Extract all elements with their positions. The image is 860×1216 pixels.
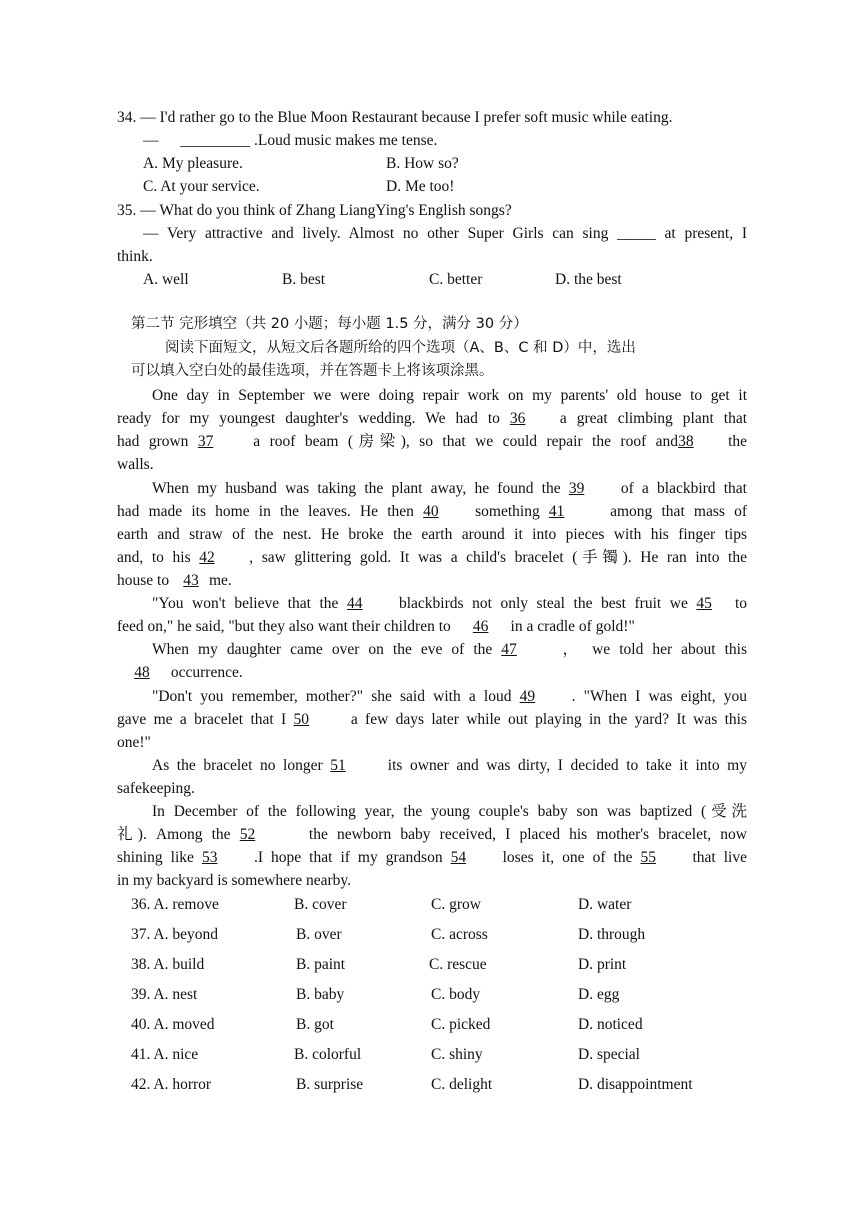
passage-p3-line1: "You won't believe that the 44 blackbirds not only steal the best fruit we 45 to bbox=[152, 592, 747, 615]
passage-p7-line3: shining like 53 .I hope that if my grandson 54 loses it, one of the 55 that live bbox=[117, 846, 747, 869]
blank-46: 46 bbox=[472, 618, 489, 635]
q34-reply-dash: — bbox=[143, 132, 159, 149]
q34-reply-blank: _________ bbox=[180, 132, 251, 149]
blank-49: 49 bbox=[519, 688, 536, 705]
section-instruction-line1: 阅读下面短文，从短文后各题所给的四个选项（A、B、C 和 D）中，选出 bbox=[165, 340, 636, 356]
q42-option-b: B. surprise bbox=[296, 1076, 364, 1093]
passage-p7-line4: in my backyard is somewhere nearby. bbox=[117, 872, 351, 889]
passage-p1-line4: walls. bbox=[117, 456, 154, 473]
passage-p1-line1: One day in September we were doing repair work on my parents' old house to get it bbox=[152, 387, 747, 404]
passage-p2-line3: earth and straw of the nest. He broke the earth around it into pieces with his finger tips bbox=[117, 526, 747, 543]
passage-p2-line4: and, to his 42 , saw glittering gold. It was a child's bracelet (手镯). He ran into the bbox=[117, 546, 747, 569]
q41-option-d: D. special bbox=[578, 1046, 640, 1063]
q42-option-a: 42. A. horror bbox=[131, 1076, 212, 1093]
q34-stem: 34. — I'd rather go to the Blue Moon Restaurant because I prefer soft music while eating. bbox=[117, 109, 673, 126]
q40-option-c: C. picked bbox=[431, 1016, 491, 1033]
blank-55: 55 bbox=[640, 849, 656, 866]
q35-option-d: D. the best bbox=[555, 271, 622, 288]
passage-p6-line1: As the bracelet no longer 51 its owner and was dirty, I decided to take it into my bbox=[152, 754, 747, 777]
q39-option-a: 39. A. nest bbox=[131, 986, 198, 1003]
q41-option-b: B. colorful bbox=[294, 1046, 362, 1063]
section-heading: 第二节 完形填空（共 20 小题；每小题 1.5 分，满分 30 分） bbox=[131, 316, 528, 332]
q38-option-a: 38. A. build bbox=[131, 956, 205, 973]
q35-option-c: C. better bbox=[429, 271, 483, 288]
passage-p1-line2: ready for my youngest daughter's wedding. We had to 36 a great climbing plant that bbox=[117, 407, 747, 430]
q36-option-a: 36. A. remove bbox=[131, 896, 219, 913]
passage-p6-line2: safekeeping. bbox=[117, 780, 195, 797]
passage-p4-line2: 48 occurrence. bbox=[117, 661, 747, 684]
blank-54: 54 bbox=[450, 849, 467, 866]
q42-option-c: C. delight bbox=[431, 1076, 493, 1093]
q39-option-b: B. baby bbox=[296, 986, 345, 1003]
blank-36: 36 bbox=[509, 410, 526, 427]
blank-52: 52 bbox=[239, 826, 256, 843]
blank-43: 43 bbox=[183, 572, 199, 589]
q37-option-a: 37. A. beyond bbox=[131, 926, 218, 943]
q35-option-b: B. best bbox=[282, 271, 326, 288]
blank-41: 41 bbox=[548, 503, 565, 520]
passage-p3-line2: feed on," he said, "but they also want their children to 46 in a cradle of gold!" bbox=[117, 615, 747, 638]
q38-option-d: D. print bbox=[578, 956, 627, 973]
q34-reply-text: .Loud music makes me tense. bbox=[250, 132, 438, 149]
q37-option-d: D. through bbox=[578, 926, 646, 943]
blank-48: 48 bbox=[134, 664, 150, 681]
q36-option-b: B. cover bbox=[294, 896, 347, 913]
passage-p4-line1: When my daughter came over on the eve of the 47 ， we told her about this bbox=[152, 638, 747, 661]
passage-p5-line2: gave me a bracelet that I 50 a few days later while out playing in the yard? It was this bbox=[117, 708, 747, 731]
blank-39: 39 bbox=[568, 480, 585, 497]
q37-option-c: C. across bbox=[431, 926, 488, 943]
q35-stem: 35. — What do you think of Zhang LiangYing's English songs? bbox=[117, 202, 512, 219]
blank-47: 47 bbox=[501, 641, 517, 658]
blank-40: 40 bbox=[423, 503, 439, 520]
passage-p2-line2: had made its home in the leaves. He then 40 something 41 among that mass of bbox=[117, 500, 747, 523]
q40-option-a: 40. A. moved bbox=[131, 1016, 215, 1033]
blank-44: 44 bbox=[346, 595, 363, 612]
q41-option-c: C. shiny bbox=[431, 1046, 483, 1063]
blank-53: 53 bbox=[201, 849, 218, 866]
blank-42: 42 bbox=[199, 549, 215, 566]
q38-option-b: B. paint bbox=[296, 956, 346, 973]
passage-p2-line1: When my husband was taking the plant away, he found the 39 of a blackbird that bbox=[152, 477, 747, 500]
passage-p2-line5: house to 43 me. bbox=[117, 569, 747, 592]
passage-p5-line1: "Don't you remember, mother?" she said with a loud 49 . "When I was eight, you bbox=[152, 685, 747, 708]
passage-p7-line2: 礼). Among the 52 the newborn baby received, I placed his mother's bracelet, now bbox=[117, 823, 747, 846]
q42-option-d: D. disappointment bbox=[578, 1076, 693, 1093]
passage-p1-line3: had grown 37 a roof beam (房梁), so that we could repair the roof and38 the bbox=[117, 430, 747, 453]
q34-option-b: B. How so? bbox=[386, 155, 459, 172]
q38-option-c: C. rescue bbox=[429, 956, 487, 973]
q34-option-d: D. Me too! bbox=[386, 178, 455, 195]
blank-45: 45 bbox=[696, 595, 712, 612]
q34-option-c: C. At your service. bbox=[143, 178, 260, 195]
blank-37: 37 bbox=[197, 433, 214, 450]
passage-p5-line3: one!" bbox=[117, 734, 151, 751]
q35-reply-line2: think. bbox=[117, 248, 153, 265]
q39-option-c: C. body bbox=[431, 986, 481, 1003]
q39-option-d: D. egg bbox=[578, 986, 620, 1003]
q40-option-d: D. noticed bbox=[578, 1016, 643, 1033]
blank-38: 38 bbox=[678, 433, 694, 450]
q34-reply bbox=[143, 129, 773, 152]
q40-option-b: B. got bbox=[296, 1016, 334, 1033]
q36-option-d: D. water bbox=[578, 896, 632, 913]
q34-option-a: A. My pleasure. bbox=[143, 155, 243, 172]
q35-option-a: A. well bbox=[143, 271, 189, 288]
q37-option-b: B. over bbox=[296, 926, 342, 943]
section-instruction-line2: 可以填入空白处的最佳选项，并在答题卡上将该项涂黑。 bbox=[131, 363, 494, 379]
blank-50: 50 bbox=[293, 711, 310, 728]
q35-reply-line1: — Very attractive and lively. Almost no other Super Girls can sing _____ at present, I bbox=[143, 225, 747, 242]
q36-option-c: C. grow bbox=[431, 896, 481, 913]
passage-p7-line1: In December of the following year, the young couple's baby son was baptized (受洗 bbox=[152, 803, 747, 820]
q41-option-a: 41. A. nice bbox=[131, 1046, 199, 1063]
blank-51: 51 bbox=[330, 757, 346, 774]
